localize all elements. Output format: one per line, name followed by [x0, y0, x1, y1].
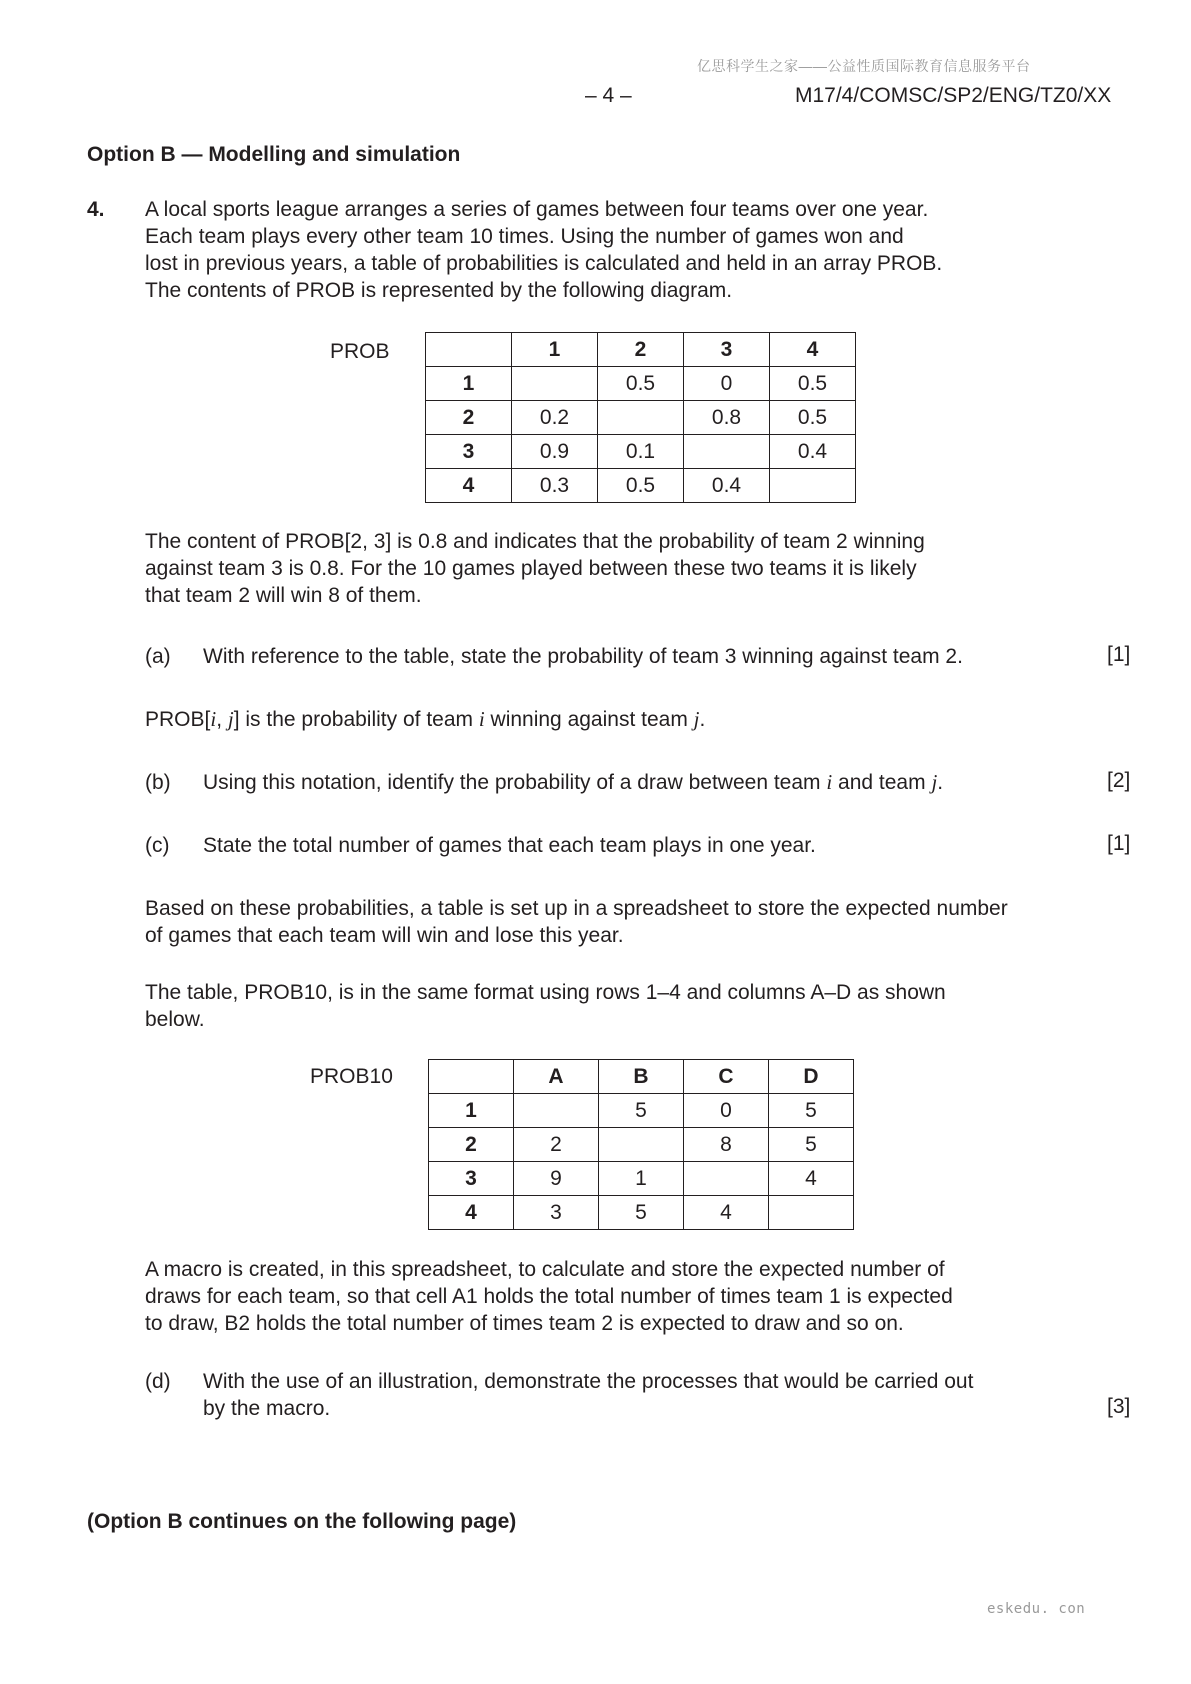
table-cell: 2 — [426, 401, 512, 435]
table-cell: 1 — [426, 367, 512, 401]
table-cell: 4 — [426, 469, 512, 503]
table-cell — [598, 401, 684, 435]
notation-line — [145, 706, 705, 733]
table-row — [429, 1162, 854, 1196]
table-cell: 0.9 — [512, 435, 598, 469]
macro-line: A macro is created, in this spreadsheet, to calculate and store the expected number of — [145, 1258, 945, 1281]
table-cell: 3 — [684, 333, 770, 367]
table-cell: 5 — [599, 1094, 684, 1128]
table-cell: 3 — [514, 1196, 599, 1230]
part-c-label: (c) — [145, 834, 170, 857]
intro-line: The contents of PROB is represented by the following diagram. — [145, 279, 733, 302]
table-cell: 0.5 — [598, 367, 684, 401]
table-cell: 0.5 — [598, 469, 684, 503]
notation-text: PROB[ — [145, 708, 211, 731]
part-b-var: j — [931, 770, 938, 794]
notation-text: ] is the probability of team — [233, 708, 479, 731]
format-line: The table, PROB10, is in the same format using rows 1–4 and columns A–D as shown — [145, 981, 946, 1004]
format-paragraph — [145, 979, 946, 1033]
part-a-marks: [1] — [1107, 643, 1131, 666]
notation-text: . — [699, 708, 706, 731]
prob10-table — [428, 1059, 854, 1230]
table-row — [426, 469, 856, 503]
table-row — [429, 1196, 854, 1230]
notation-text: winning against team — [484, 708, 694, 731]
table-cell: 5 — [599, 1196, 684, 1230]
table-cell: 2 — [514, 1128, 599, 1162]
table-cell: 1 — [512, 333, 598, 367]
table-row — [426, 367, 856, 401]
table-cell: 8 — [684, 1128, 769, 1162]
spreadsheet-line: of games that each team will win and lose this year. — [145, 924, 624, 947]
table-header-row — [426, 333, 856, 367]
table-cell — [770, 469, 856, 503]
part-c-text: State the total number of games that each team plays in one year. — [203, 834, 816, 857]
table-row — [429, 1128, 854, 1162]
table-cell: 0 — [684, 367, 770, 401]
prob-table — [425, 332, 856, 503]
explain-line: against team 3 is 0.8. For the 10 games played between these two teams it is likely — [145, 557, 917, 580]
table-cell — [599, 1128, 684, 1162]
part-b-var: i — [826, 770, 833, 794]
table-cell — [769, 1196, 854, 1230]
part-d-label: (d) — [145, 1370, 171, 1393]
page-number: – 4 – — [585, 84, 632, 107]
macro-paragraph — [145, 1256, 953, 1337]
table-cell — [429, 1060, 514, 1094]
table-cell: 3 — [429, 1162, 514, 1196]
table-cell: 0.3 — [512, 469, 598, 503]
table-cell: 0.4 — [684, 469, 770, 503]
prob-table-label: PROB — [330, 340, 390, 363]
notation-var: i — [478, 707, 485, 731]
spreadsheet-line: Based on these probabilities, a table is set up in a spreadsheet to store the expected number — [145, 897, 1008, 920]
notation-var: i — [210, 707, 217, 731]
table-cell: 0.4 — [770, 435, 856, 469]
table-header-row — [429, 1060, 854, 1094]
table-cell: 0.8 — [684, 401, 770, 435]
table-cell: 0.2 — [512, 401, 598, 435]
table-cell: 4 — [770, 333, 856, 367]
table-cell — [512, 367, 598, 401]
intro-line: Each team plays every other team 10 times. Using the number of games won and — [145, 225, 904, 248]
part-d-text — [203, 1368, 973, 1422]
section-title: Option B — Modelling and simulation — [87, 143, 461, 166]
table-cell: 1 — [429, 1094, 514, 1128]
table-cell: 0.1 — [598, 435, 684, 469]
table-cell: 4 — [769, 1162, 854, 1196]
part-d-line: by the macro. — [203, 1397, 331, 1420]
table-cell: 5 — [769, 1094, 854, 1128]
table-row — [426, 435, 856, 469]
table-cell: 2 — [429, 1128, 514, 1162]
table-cell: 4 — [684, 1196, 769, 1230]
question-intro — [145, 196, 942, 304]
format-line: below. — [145, 1008, 205, 1031]
table-cell — [426, 333, 512, 367]
table-row — [429, 1094, 854, 1128]
prob10-table-label: PROB10 — [310, 1065, 393, 1088]
part-b-fragment: . — [937, 771, 944, 794]
part-b-marks: [2] — [1107, 769, 1131, 792]
part-b-text — [203, 769, 943, 796]
table-cell: C — [684, 1060, 769, 1094]
part-c-marks: [1] — [1107, 832, 1131, 855]
notation-var: j — [227, 707, 234, 731]
part-d-marks: [3] — [1107, 1395, 1131, 1418]
part-b-fragment: and team — [832, 771, 932, 794]
part-a-text: With reference to the table, state the probability of team 3 winning against team 2. — [203, 645, 963, 668]
table-cell: 0.5 — [770, 367, 856, 401]
macro-line: to draw, B2 holds the total number of times team 2 is expected to draw and so on. — [145, 1312, 904, 1335]
macro-line: draws for each team, so that cell A1 holds the total number of times team 1 is expected — [145, 1285, 953, 1308]
notation-var: j — [693, 707, 700, 731]
table-cell: 4 — [429, 1196, 514, 1230]
intro-line: lost in previous years, a table of probabilities is calculated and held in an array PROB. — [145, 252, 943, 275]
watermark-bottom: eskedu. con — [987, 1601, 1086, 1617]
table-cell: D — [769, 1060, 854, 1094]
table-cell: 1 — [599, 1162, 684, 1196]
table-cell: 2 — [598, 333, 684, 367]
table-row — [426, 401, 856, 435]
table-cell: 3 — [426, 435, 512, 469]
table-cell: B — [599, 1060, 684, 1094]
watermark-top: 亿思科学生之家——公益性质国际教育信息服务平台 — [697, 58, 1031, 74]
part-d-line: With the use of an illustration, demonstrate the processes that would be carried out — [203, 1370, 974, 1393]
table-cell: 0.5 — [770, 401, 856, 435]
explain-line: The content of PROB[2, 3] is 0.8 and indicates that the probability of team 2 winning — [145, 530, 925, 553]
spreadsheet-paragraph — [145, 895, 1008, 949]
prob-explanation — [145, 528, 925, 609]
explain-line: that team 2 will win 8 of them. — [145, 584, 422, 607]
table-cell: 5 — [769, 1128, 854, 1162]
part-a-label: (a) — [145, 645, 171, 668]
paper-code: M17/4/COMSC/SP2/ENG/TZ0/XX — [795, 84, 1112, 107]
notation-text: , — [216, 708, 228, 731]
table-cell — [514, 1094, 599, 1128]
part-b-label: (b) — [145, 771, 171, 794]
table-cell: 0 — [684, 1094, 769, 1128]
question-number: 4. — [87, 198, 105, 221]
part-b-fragment: Using this notation, identify the probability of a draw between team — [203, 771, 827, 794]
table-cell: 9 — [514, 1162, 599, 1196]
intro-line: A local sports league arranges a series of games between four teams over one year. — [145, 198, 929, 221]
table-cell: A — [514, 1060, 599, 1094]
table-cell — [684, 435, 770, 469]
continues-note: (Option B continues on the following page) — [87, 1510, 517, 1533]
table-cell — [684, 1162, 769, 1196]
